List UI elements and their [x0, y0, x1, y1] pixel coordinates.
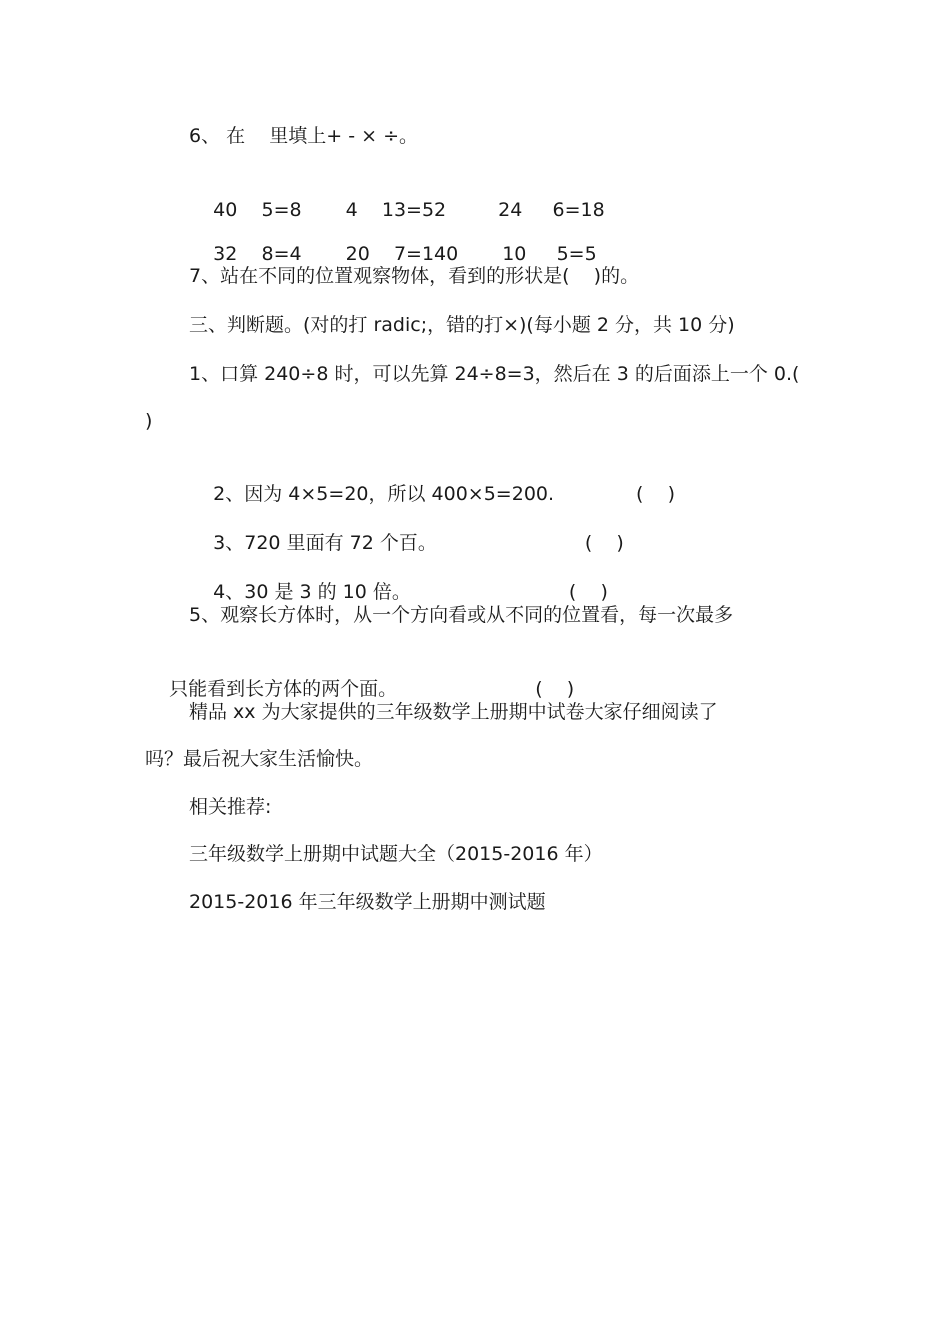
answer-blank: ( ): [535, 678, 575, 700]
judge-item-1-line-2: ): [145, 410, 153, 432]
judge-item-1-line-1: 1、口算 240÷8 时，可以先算 24÷8=3，然后在 3 的后面添上一个 0.(: [189, 363, 800, 385]
judge-item-text: 2、因为 4×5=20，所以 400×5=200.: [213, 483, 555, 505]
answer-blank: ( ): [568, 581, 608, 603]
question-6-title: 6、 在 里填上+ - × ÷。: [189, 125, 419, 147]
related-link-2[interactable]: 2015-2016 年三年级数学上册期中测试题: [189, 891, 546, 913]
closing-line-1: 精品 xx 为大家提供的三年级数学上册期中试卷大家仔细阅读了: [189, 701, 718, 723]
answer-blank: ( ): [636, 483, 676, 505]
judge-item-text: 4、30 是 3 的 10 倍。: [213, 581, 411, 603]
question-7: 7、站在不同的位置观察物体，看到的形状是( )的。: [189, 265, 640, 287]
related-link-1[interactable]: 三年级数学上册期中试题大全（2015-2016 年）: [189, 843, 603, 865]
judge-item-5-line-1: 5、观察长方体时，从一个方向看或从不同的位置看，每一次最多: [189, 604, 734, 626]
answer-blank: ( ): [584, 532, 624, 554]
judge-item-text: 3、720 里面有 72 个百。: [213, 532, 437, 554]
section-3-heading: 三、判断题。(对的打 radic;，错的打×)(每小题 2 分，共 10 分): [189, 314, 735, 336]
equation-cell: 32 8=4: [213, 243, 302, 265]
closing-line-2: 吗？最后祝大家生活愉快。: [145, 748, 374, 770]
equation-cell: 4 13=52: [345, 199, 447, 221]
equation-cell: 20 7=140: [345, 243, 459, 265]
related-heading: 相关推荐:: [189, 796, 272, 818]
equation-cell: 24 6=18: [498, 199, 605, 221]
judge-item-text: 只能看到长方体的两个面。: [169, 678, 398, 700]
equation-cell: 40 5=8: [213, 199, 302, 221]
equation-cell: 10 5=5: [502, 243, 597, 265]
